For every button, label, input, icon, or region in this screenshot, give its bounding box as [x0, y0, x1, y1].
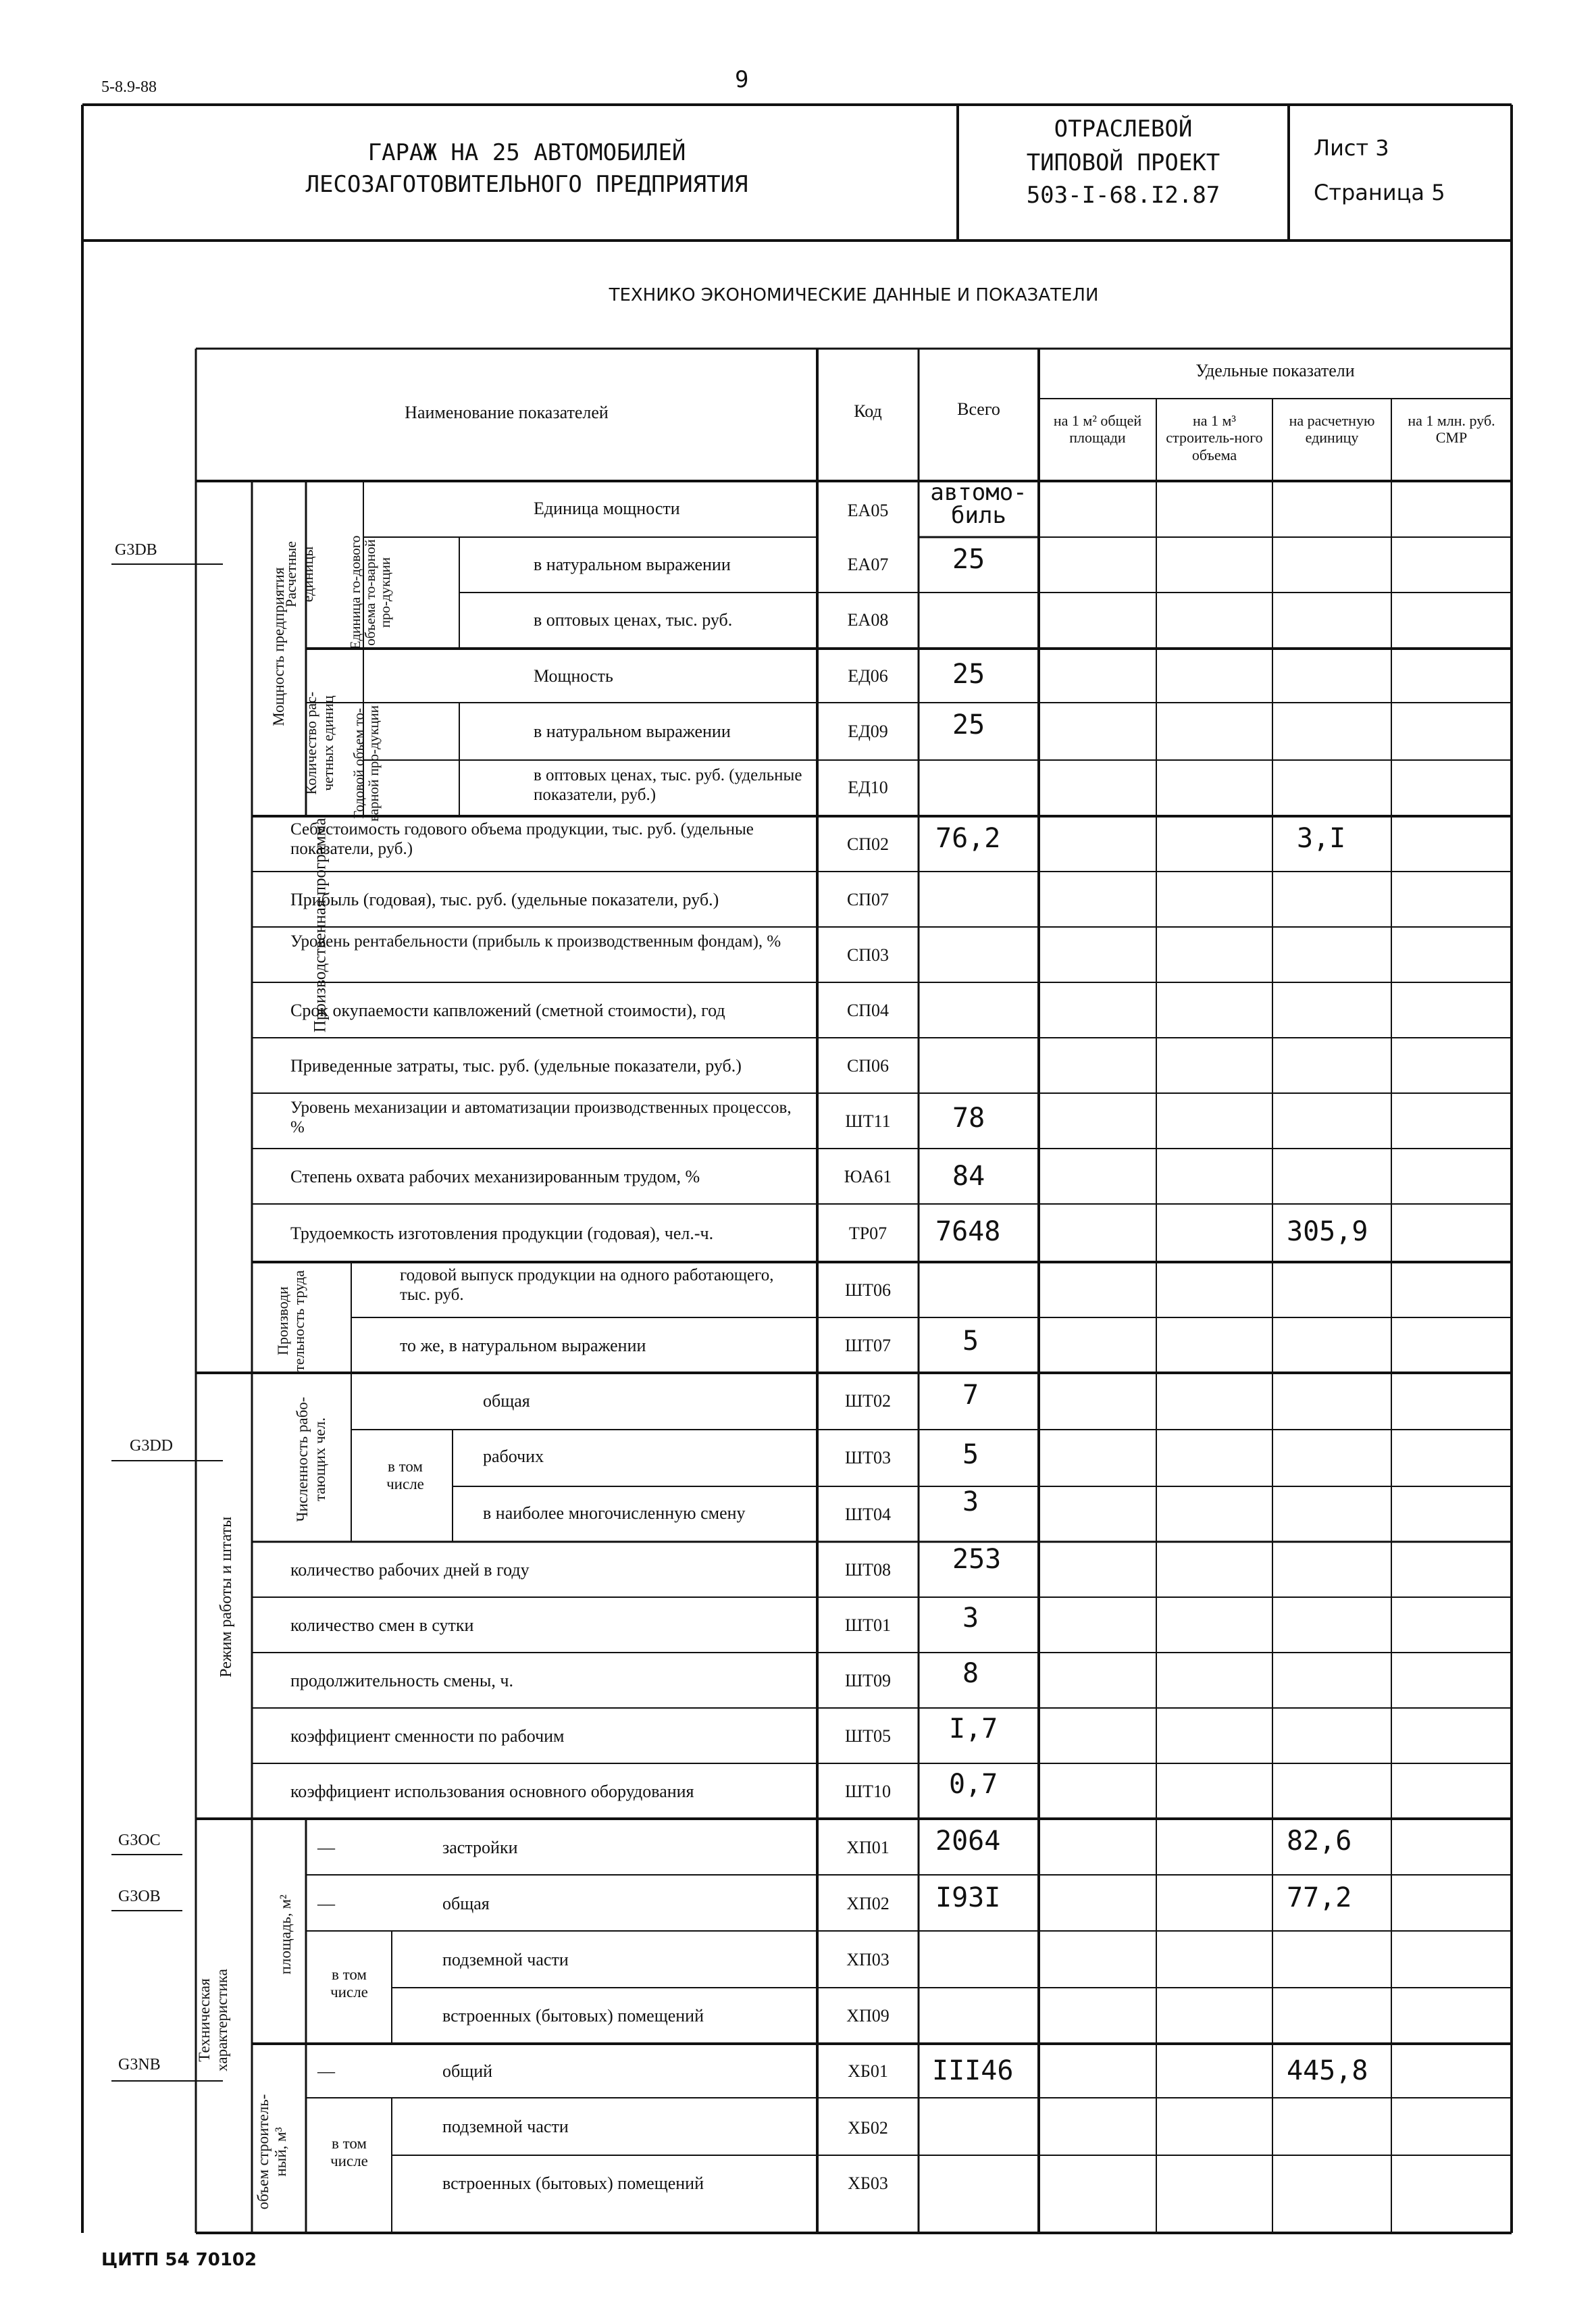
row-name: Уровень механизации и автоматизации производственных процессов, %: [290, 1099, 792, 1136]
row-code: ШТ06: [844, 1280, 892, 1300]
group-staff-count: Численность рабо-тающих чел.: [294, 1397, 329, 1522]
row-total: 3: [962, 1486, 979, 1517]
row-name: Приведенные затраты, тыс. руб. (удельные показатели, руб.): [290, 1056, 742, 1076]
row-code: ШТ10: [844, 1782, 892, 1801]
project-title-line1: ГАРАЖ НА 25 АВТОМОБИЛЕЙ: [367, 139, 686, 166]
row-name: подземной части: [442, 1950, 569, 1969]
row-code: ЕА08: [847, 610, 889, 630]
row-code: ШТ08: [844, 1560, 892, 1580]
row-code: ЕД09: [848, 722, 888, 741]
group-qty-calc-units: Количество рас-четных единиц: [303, 691, 337, 795]
header-code: Код: [854, 401, 882, 421]
project-title-line2: ЛЕСОЗАГОТОВИТЕЛЬНОГО ПРЕДПРИЯТИЯ: [305, 171, 748, 198]
row-per-unit: 82,6: [1287, 1826, 1352, 1857]
dash-mark: —: [317, 2061, 335, 2081]
row-code: ХП02: [846, 1894, 890, 1913]
row-code: ТР07: [848, 1224, 887, 1243]
row-code: СП03: [846, 945, 890, 965]
row-total: 253: [952, 1544, 1002, 1575]
group-production-program: Производственная программа: [311, 818, 330, 1033]
row-per-unit: 77,2: [1287, 1882, 1352, 1913]
row-name: в оптовых ценах, тыс. руб.: [534, 610, 733, 630]
row-code: СП07: [846, 890, 890, 909]
row-code: ЕД10: [848, 778, 888, 797]
row-code: ЕД06: [848, 666, 888, 686]
row-name: Единица мощности: [534, 499, 680, 518]
row-code: ШТ07: [844, 1336, 892, 1355]
row-name: коэффициент использования основного оборудования: [290, 1782, 694, 1801]
page-label: Страница 5: [1314, 180, 1445, 205]
table-title: ТЕХНИКО ЭКОНОМИЧЕСКИЕ ДАННЫЕ И ПОКАЗАТЕЛИ: [609, 285, 1099, 305]
side-code: G3NB: [118, 2056, 161, 2073]
row-code: ХБ01: [848, 2061, 888, 2081]
project-type-line2: ТИПОВОЙ ПРОЕКТ: [1026, 149, 1220, 176]
row-name: встроенных (бытовых) помещений: [442, 2173, 704, 2193]
group-volume: объем строитель-ный, м³: [255, 2094, 290, 2210]
row-code: ХБ02: [848, 2118, 888, 2138]
row-total: 5: [962, 1439, 979, 1470]
group-tech-char: Техническая характеристика: [196, 1969, 231, 2071]
group-unit-annual-volume: Единица го-дового объема то-варной про-дукции: [347, 535, 394, 650]
group-incl-area: в том числе: [330, 1966, 368, 2001]
row-code: ШТ09: [844, 1671, 892, 1690]
header-name: Наименование показателей: [405, 403, 609, 422]
header-per-volume: на 1 м³ строитель-ного объема: [1166, 412, 1263, 463]
row-total: 2064: [935, 1826, 1001, 1857]
row-name: встроенных (бытовых) помещений: [442, 2006, 704, 2026]
row-total: 25: [952, 544, 985, 575]
row-code: СП02: [846, 834, 890, 854]
row-name: общий: [442, 2061, 493, 2081]
row-total: I,7: [949, 1713, 998, 1744]
row-per-unit: 445,8: [1287, 2055, 1368, 2086]
row-code: ШТ11: [845, 1111, 891, 1131]
row-total: 25: [952, 709, 985, 740]
row-code: ШТ04: [844, 1505, 892, 1524]
row-code: ХП03: [846, 1950, 890, 1969]
row-name: общая: [483, 1391, 530, 1411]
row-name: застройки: [442, 1838, 518, 1857]
project-number: 503-I-68.I2.87: [1026, 182, 1220, 209]
row-total: 76,2: [935, 823, 1001, 854]
row-total: 7: [962, 1380, 979, 1411]
row-code: СП06: [846, 1056, 890, 1076]
row-name: Мощность: [534, 666, 613, 686]
row-total: 84: [952, 1161, 985, 1192]
row-per-unit: 305,9: [1287, 1216, 1368, 1247]
dash-mark: —: [317, 1838, 335, 1857]
row-name: Уровень рентабельности (прибыль к производственным фондам), %: [290, 932, 781, 951]
row-code: СП04: [846, 1001, 890, 1020]
header-per-unit: на расчетную единицу: [1289, 412, 1375, 447]
group-enterprise-capacity: Мощность предприятия: [269, 567, 287, 726]
group-work-regime: Режим работы и штаты: [217, 1516, 236, 1678]
row-code: ХП01: [846, 1838, 890, 1857]
row-code: ШТ02: [844, 1391, 892, 1411]
row-total: 8: [962, 1658, 979, 1689]
group-area: площадь, м²: [276, 1894, 294, 1975]
row-code: ШТ03: [844, 1448, 892, 1467]
row-name: в натуральном выражении: [534, 722, 731, 741]
row-total: III46: [932, 2055, 1014, 2086]
row-name: коэффициент сменности по рабочим: [290, 1726, 565, 1746]
side-code: G3OC: [118, 1832, 161, 1849]
project-type-line1: ОТРАСЛЕВОЙ: [1054, 116, 1193, 143]
row-name: количество рабочих дней в году: [290, 1560, 530, 1580]
row-total: автомо-биль: [930, 479, 1027, 529]
row-code: ХБ03: [848, 2173, 888, 2193]
row-total: 7648: [935, 1216, 1001, 1247]
group-labour-productivity: Производи тельность труда: [274, 1270, 308, 1372]
dash-mark: —: [317, 1894, 335, 1913]
row-total: I93I: [935, 1882, 1001, 1913]
row-name: рабочих: [483, 1447, 544, 1466]
row-total: 3: [962, 1603, 979, 1634]
row-name: Себестоимость годового объема продукции, тыс. руб. (удельные показатели, руб.): [290, 820, 754, 858]
row-total: 0,7: [949, 1769, 998, 1800]
row-name: подземной части: [442, 2117, 569, 2136]
header-per-mln: на 1 млн. руб. СМР: [1408, 412, 1495, 447]
row-name: Прибыль (годовая), тыс. руб. (удельные показатели, руб.): [290, 890, 719, 909]
header-total: Всего: [957, 399, 1000, 419]
header-specific: Удельные показатели: [1195, 361, 1355, 380]
row-per-unit: 3,I: [1297, 823, 1346, 854]
row-total: 5: [962, 1326, 979, 1357]
row-name: в оптовых ценах, тыс. руб. (удельные показатели, руб.): [534, 766, 802, 804]
row-code: ЕА05: [847, 501, 889, 520]
row-name: количество смен в сутки: [290, 1615, 474, 1635]
row-name: общая: [442, 1894, 490, 1913]
row-total: 78: [952, 1103, 985, 1134]
row-name: в натуральном выражении: [534, 555, 731, 574]
row-name: Трудоемкость изготовления продукции (годовая), чел.-ч.: [290, 1224, 714, 1243]
side-code: G3DD: [130, 1437, 173, 1455]
row-code: ЮА61: [844, 1167, 892, 1186]
footer-code: ЦИТП 54 70102: [101, 2250, 257, 2270]
row-code: ШТ05: [844, 1726, 892, 1746]
row-name: продолжительность смены, ч.: [290, 1671, 513, 1690]
group-incl-staff: в том числе: [386, 1458, 424, 1493]
sheet-label: Лист 3: [1314, 135, 1389, 161]
row-total: 25: [952, 659, 985, 690]
page-number: 9: [735, 66, 749, 93]
row-name: Степень охвата рабочих механизированным трудом, %: [290, 1167, 700, 1186]
header-per-area: на 1 м² общей площади: [1053, 412, 1142, 447]
row-name: то же, в натуральном выражении: [400, 1336, 646, 1355]
doc-code: 5-8.9-88: [101, 78, 157, 96]
row-name: в наиболее многочисленную смену: [483, 1503, 746, 1523]
group-annual-volume: Годовой объем то-варной про-дукции: [351, 705, 382, 822]
row-name: годовой выпуск продукции на одного работающего, тыс. руб.: [400, 1266, 774, 1304]
row-code: ШТ01: [844, 1615, 892, 1635]
row-name: Срок окупаемости капвложений (сметной стоимости), год: [290, 1001, 725, 1020]
side-code: G3DB: [115, 541, 157, 559]
row-code: ЕА07: [847, 555, 889, 574]
row-code: ХП09: [846, 2006, 890, 2026]
group-calc-units: Расчетные единицы: [282, 540, 317, 608]
side-code: G3OB: [118, 1888, 161, 1905]
group-incl-volume: в том числе: [330, 2135, 368, 2170]
